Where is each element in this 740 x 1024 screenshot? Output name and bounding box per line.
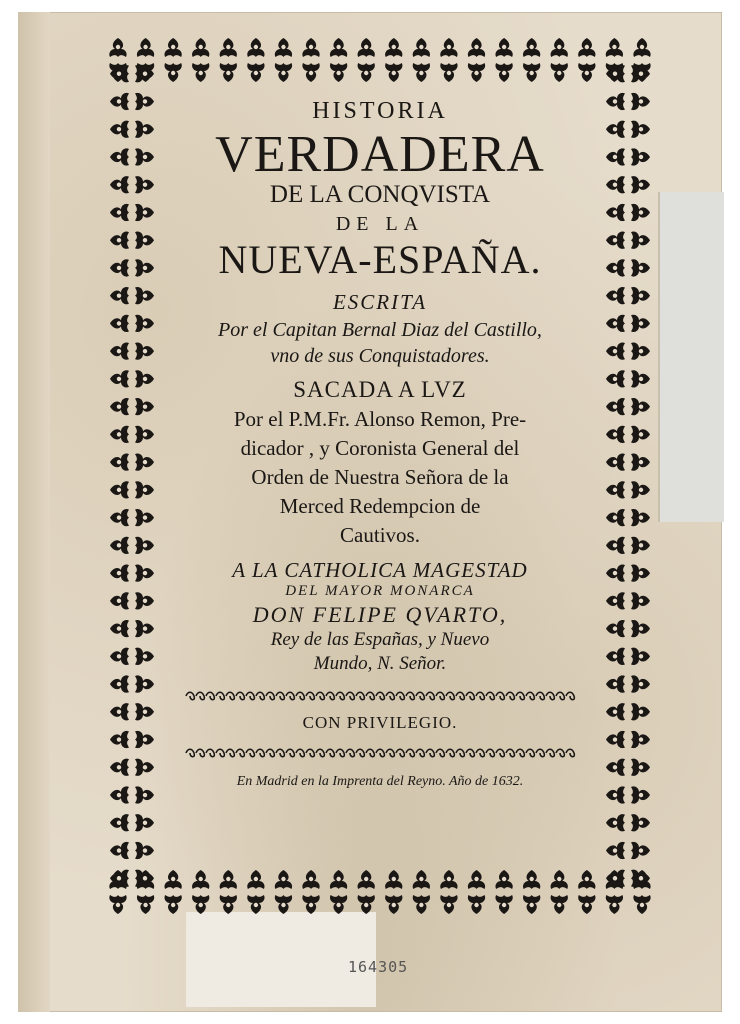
title-de-la: DE LA xyxy=(335,213,425,235)
rey-line: Rey de las Españas, y Nuevo xyxy=(270,629,490,650)
editor-line: Orden de Nuestra Señora de la xyxy=(251,465,509,489)
privilegio-line: CON PRIVILEGIO. xyxy=(302,713,458,732)
rey-line: Mundo, N. Señor. xyxy=(313,653,447,674)
dedication-rey xyxy=(166,628,594,676)
title-page-text xyxy=(166,96,594,790)
title-nueva-espana: NUEVA-ESPAÑA. xyxy=(218,237,542,282)
dedication-felipe: DON FELIPE QVARTO, xyxy=(252,602,508,627)
editor-line: Por el P.M.Fr. Alonso Remon, Pre- xyxy=(233,407,527,431)
page-damage xyxy=(658,192,724,522)
escrita-heading: ESCRITA xyxy=(332,290,428,314)
library-shelf-mark: 164305 xyxy=(348,958,409,976)
sacada-heading: SACADA A LVZ xyxy=(293,377,467,402)
editor-statement xyxy=(166,405,594,550)
imprint-line: En Madrid en la Imprenta del Reyno. Año de 1632. xyxy=(236,774,524,789)
dedication-monarca: DEL MAYOR MONARCA xyxy=(285,583,475,599)
ornamental-rule-bottom xyxy=(184,747,576,759)
author-line: Por el Capitan Bernal Diaz del Castillo, xyxy=(218,319,542,341)
editor-line: dicador , y Coronista General del xyxy=(240,436,520,460)
title-conquista: DE LA CONQVISTA xyxy=(269,181,491,208)
title-verdadera: VERDADERA xyxy=(215,126,545,183)
page-spine-edge xyxy=(18,12,50,1012)
editor-line: Merced Redempcion de xyxy=(279,494,481,518)
ornamental-rule-top xyxy=(184,690,576,702)
author-line: vno de sus Conquistadores. xyxy=(270,345,490,367)
editor-line: Cautivos. xyxy=(340,523,420,547)
dedication-line: A LA CATHOLICA MAGESTAD xyxy=(232,558,528,582)
author-statement xyxy=(166,317,594,369)
title-historia: HISTORIA xyxy=(312,98,448,124)
